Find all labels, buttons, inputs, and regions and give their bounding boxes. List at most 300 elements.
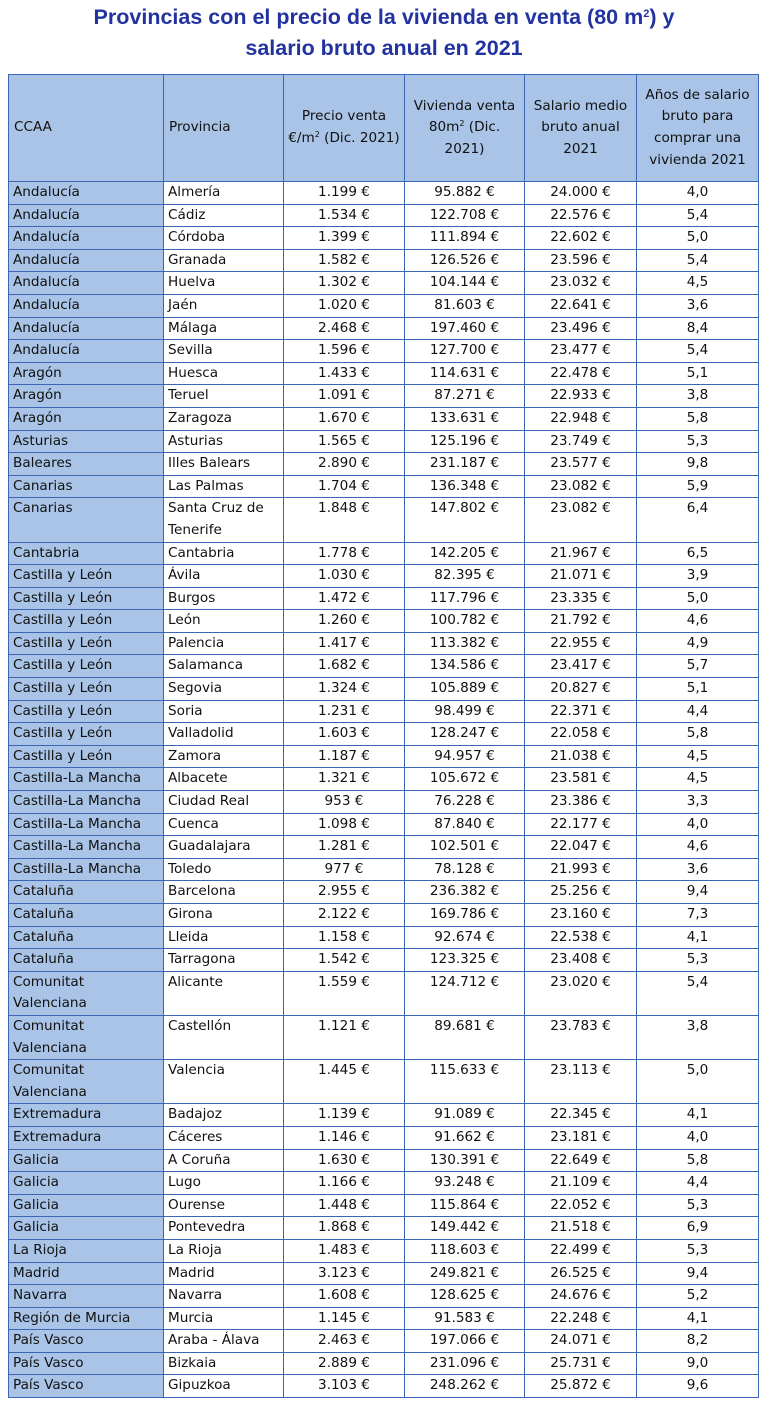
- cell-salario: 25.731 €: [525, 1352, 637, 1375]
- cell-vivienda-80m2: 104.144 €: [405, 272, 525, 295]
- cell-ccaa: País Vasco: [9, 1330, 164, 1353]
- cell-anos-salario: 5,1: [637, 362, 759, 385]
- cell-anos-salario: 5,4: [637, 249, 759, 272]
- cell-ccaa: Extremadura: [9, 1104, 164, 1127]
- cell-precio-m2: 1.417 €: [284, 632, 405, 655]
- cell-salario: 26.525 €: [525, 1262, 637, 1285]
- cell-salario: 21.993 €: [525, 858, 637, 881]
- cell-salario: 21.038 €: [525, 745, 637, 768]
- table-header-row: [9, 75, 759, 182]
- cell-ccaa: Región de Murcia: [9, 1307, 164, 1330]
- cell-provincia: Salamanca: [164, 655, 284, 678]
- table-row: [9, 340, 759, 363]
- cell-provincia: Burgos: [164, 587, 284, 610]
- cell-anos-salario: 5,9: [637, 475, 759, 498]
- cell-vivienda-80m2: 91.662 €: [405, 1126, 525, 1149]
- cell-precio-m2: 3.123 €: [284, 1262, 405, 1285]
- cell-precio-m2: 2.955 €: [284, 881, 405, 904]
- cell-ccaa: Castilla y León: [9, 723, 164, 746]
- cell-provincia: Zamora: [164, 745, 284, 768]
- cell-provincia: Toledo: [164, 858, 284, 881]
- cell-anos-salario: 8,2: [637, 1330, 759, 1353]
- cell-anos-salario: 3,6: [637, 294, 759, 317]
- cell-anos-salario: 3,3: [637, 791, 759, 814]
- cell-salario: 23.577 €: [525, 453, 637, 476]
- cell-salario: 23.496 €: [525, 317, 637, 340]
- cell-ccaa: Asturias: [9, 430, 164, 453]
- cell-ccaa: Galicia: [9, 1217, 164, 1240]
- cell-provincia: Santa Cruz de Tenerife: [164, 498, 284, 542]
- cell-salario: 23.749 €: [525, 430, 637, 453]
- cell-ccaa: Andalucía: [9, 340, 164, 363]
- table-row: [9, 881, 759, 904]
- table-row: [9, 1104, 759, 1127]
- cell-precio-m2: 2.889 €: [284, 1352, 405, 1375]
- cell-ccaa: La Rioja: [9, 1239, 164, 1262]
- table-row: [9, 1375, 759, 1398]
- cell-provincia: León: [164, 610, 284, 633]
- cell-vivienda-80m2: 100.782 €: [405, 610, 525, 633]
- cell-vivienda-80m2: 169.786 €: [405, 904, 525, 927]
- cell-anos-salario: 3,8: [637, 385, 759, 408]
- cell-vivienda-80m2: 76.228 €: [405, 791, 525, 814]
- table-row: [9, 453, 759, 476]
- table-row: [9, 926, 759, 949]
- cell-salario: 21.071 €: [525, 565, 637, 588]
- cell-vivienda-80m2: 114.631 €: [405, 362, 525, 385]
- cell-anos-salario: 9,6: [637, 1375, 759, 1398]
- cell-ccaa: Aragón: [9, 407, 164, 430]
- cell-salario: 23.783 €: [525, 1015, 637, 1059]
- cell-vivienda-80m2: 126.526 €: [405, 249, 525, 272]
- table-row: [9, 904, 759, 927]
- cell-vivienda-80m2: 82.395 €: [405, 565, 525, 588]
- table-row: [9, 632, 759, 655]
- cell-ccaa: Madrid: [9, 1262, 164, 1285]
- table-row: [9, 836, 759, 859]
- cell-anos-salario: 4,0: [637, 182, 759, 205]
- cell-provincia: Araba - Álava: [164, 1330, 284, 1353]
- cell-precio-m2: 1.670 €: [284, 407, 405, 430]
- cell-vivienda-80m2: 147.802 €: [405, 498, 525, 542]
- cell-salario: 22.177 €: [525, 813, 637, 836]
- cell-ccaa: Cataluña: [9, 926, 164, 949]
- cell-salario: 21.109 €: [525, 1172, 637, 1195]
- cell-vivienda-80m2: 231.187 €: [405, 453, 525, 476]
- cell-ccaa: Andalucía: [9, 182, 164, 205]
- cell-anos-salario: 5,3: [637, 949, 759, 972]
- cell-provincia: Tarragona: [164, 949, 284, 972]
- cell-provincia: Gipuzkoa: [164, 1375, 284, 1398]
- cell-salario: 23.408 €: [525, 949, 637, 972]
- table-row: [9, 542, 759, 565]
- title-line-1: Provincias con el precio de la vivienda en venta (80 $m^2$) y: [93, 5, 675, 29]
- cell-vivienda-80m2: 94.957 €: [405, 745, 525, 768]
- cell-precio-m2: 1.145 €: [284, 1307, 405, 1330]
- cell-salario: 21.518 €: [525, 1217, 637, 1240]
- cell-salario: 22.047 €: [525, 836, 637, 859]
- cell-anos-salario: 5,3: [637, 1239, 759, 1262]
- cell-precio-m2: 1.472 €: [284, 587, 405, 610]
- cell-precio-m2: 1.324 €: [284, 678, 405, 701]
- table-row: [9, 317, 759, 340]
- cell-vivienda-80m2: 249.821 €: [405, 1262, 525, 1285]
- cell-vivienda-80m2: 81.603 €: [405, 294, 525, 317]
- cell-vivienda-80m2: 136.348 €: [405, 475, 525, 498]
- cell-precio-m2: 1.565 €: [284, 430, 405, 453]
- title-line-2: salario bruto anual en 2021: [245, 36, 523, 60]
- header-ccaa: CCAA: [9, 75, 164, 182]
- cell-anos-salario: 5,4: [637, 340, 759, 363]
- cell-provincia: Ávila: [164, 565, 284, 588]
- cell-salario: 23.020 €: [525, 971, 637, 1015]
- cell-vivienda-80m2: 125.196 €: [405, 430, 525, 453]
- cell-provincia: Girona: [164, 904, 284, 927]
- cell-salario: 23.581 €: [525, 768, 637, 791]
- cell-precio-m2: 1.582 €: [284, 249, 405, 272]
- cell-vivienda-80m2: 91.583 €: [405, 1307, 525, 1330]
- table-row: [9, 407, 759, 430]
- cell-provincia: Castellón: [164, 1015, 284, 1059]
- cell-precio-m2: 1.778 €: [284, 542, 405, 565]
- housing-salary-table: [8, 74, 759, 1398]
- cell-provincia: Huesca: [164, 362, 284, 385]
- cell-ccaa: Canarias: [9, 475, 164, 498]
- cell-ccaa: Aragón: [9, 362, 164, 385]
- table-row: [9, 791, 759, 814]
- table-row: [9, 1239, 759, 1262]
- table-row: [9, 1015, 759, 1059]
- cell-vivienda-80m2: 78.128 €: [405, 858, 525, 881]
- cell-anos-salario: 9,8: [637, 453, 759, 476]
- cell-vivienda-80m2: 102.501 €: [405, 836, 525, 859]
- cell-ccaa: Castilla y León: [9, 610, 164, 633]
- cell-precio-m2: 1.682 €: [284, 655, 405, 678]
- cell-provincia: Lugo: [164, 1172, 284, 1195]
- cell-salario: 25.872 €: [525, 1375, 637, 1398]
- cell-salario: 23.160 €: [525, 904, 637, 927]
- header-anos-salario: Años de salario bruto para comprar una vivienda 2021: [637, 75, 759, 182]
- cell-salario: 22.955 €: [525, 632, 637, 655]
- cell-salario: 22.499 €: [525, 1239, 637, 1262]
- cell-precio-m2: 1.199 €: [284, 182, 405, 205]
- cell-vivienda-80m2: 128.625 €: [405, 1285, 525, 1308]
- cell-salario: 21.792 €: [525, 610, 637, 633]
- cell-provincia: Pontevedra: [164, 1217, 284, 1240]
- cell-anos-salario: 3,8: [637, 1015, 759, 1059]
- cell-salario: 23.417 €: [525, 655, 637, 678]
- table-row: [9, 1352, 759, 1375]
- cell-precio-m2: 1.321 €: [284, 768, 405, 791]
- cell-precio-m2: 1.399 €: [284, 227, 405, 250]
- cell-vivienda-80m2: 87.840 €: [405, 813, 525, 836]
- table-row: [9, 272, 759, 295]
- cell-provincia: La Rioja: [164, 1239, 284, 1262]
- cell-salario: 22.576 €: [525, 204, 637, 227]
- table-row: [9, 1262, 759, 1285]
- cell-provincia: Barcelona: [164, 881, 284, 904]
- cell-ccaa: Cataluña: [9, 949, 164, 972]
- cell-ccaa: Andalucía: [9, 249, 164, 272]
- cell-anos-salario: 4,6: [637, 836, 759, 859]
- cell-provincia: Murcia: [164, 1307, 284, 1330]
- cell-precio-m2: 1.483 €: [284, 1239, 405, 1262]
- cell-anos-salario: 4,9: [637, 632, 759, 655]
- table-row: [9, 655, 759, 678]
- cell-ccaa: Baleares: [9, 453, 164, 476]
- cell-ccaa: Galicia: [9, 1172, 164, 1195]
- cell-salario: 22.371 €: [525, 700, 637, 723]
- table-row: [9, 1307, 759, 1330]
- cell-ccaa: País Vasco: [9, 1375, 164, 1398]
- header-vivienda-80m2: Vivienda venta $80m^2$ (Dic. 2021): [405, 75, 525, 182]
- cell-ccaa: Comunitat Valenciana: [9, 1060, 164, 1104]
- cell-anos-salario: 5,8: [637, 1149, 759, 1172]
- cell-vivienda-80m2: 89.681 €: [405, 1015, 525, 1059]
- cell-precio-m2: 2.890 €: [284, 453, 405, 476]
- cell-anos-salario: 5,4: [637, 971, 759, 1015]
- table-row: [9, 498, 759, 542]
- cell-provincia: Ciudad Real: [164, 791, 284, 814]
- cell-precio-m2: 1.603 €: [284, 723, 405, 746]
- cell-salario: 22.641 €: [525, 294, 637, 317]
- cell-anos-salario: 5,0: [637, 227, 759, 250]
- cell-anos-salario: 5,4: [637, 204, 759, 227]
- table-row: [9, 430, 759, 453]
- cell-provincia: Jaén: [164, 294, 284, 317]
- cell-ccaa: Castilla-La Mancha: [9, 791, 164, 814]
- cell-anos-salario: 3,6: [637, 858, 759, 881]
- cell-vivienda-80m2: 115.864 €: [405, 1194, 525, 1217]
- table-row: [9, 385, 759, 408]
- cell-ccaa: Castilla y León: [9, 655, 164, 678]
- cell-provincia: Soria: [164, 700, 284, 723]
- table-row: [9, 475, 759, 498]
- cell-provincia: Palencia: [164, 632, 284, 655]
- cell-precio-m2: 953 €: [284, 791, 405, 814]
- cell-anos-salario: 6,5: [637, 542, 759, 565]
- table-row: [9, 587, 759, 610]
- table-row: [9, 1149, 759, 1172]
- cell-anos-salario: 4,5: [637, 745, 759, 768]
- cell-salario: 22.478 €: [525, 362, 637, 385]
- cell-precio-m2: 1.166 €: [284, 1172, 405, 1195]
- cell-precio-m2: 1.187 €: [284, 745, 405, 768]
- cell-anos-salario: 6,4: [637, 498, 759, 542]
- cell-vivienda-80m2: 134.586 €: [405, 655, 525, 678]
- cell-anos-salario: 4,0: [637, 1126, 759, 1149]
- cell-salario: 23.032 €: [525, 272, 637, 295]
- cell-vivienda-80m2: 127.700 €: [405, 340, 525, 363]
- cell-salario: 22.933 €: [525, 385, 637, 408]
- cell-precio-m2: 1.231 €: [284, 700, 405, 723]
- cell-ccaa: Castilla y León: [9, 700, 164, 723]
- cell-provincia: Huelva: [164, 272, 284, 295]
- cell-anos-salario: 4,1: [637, 1307, 759, 1330]
- table-row: [9, 723, 759, 746]
- cell-anos-salario: 5,3: [637, 430, 759, 453]
- cell-ccaa: Castilla-La Mancha: [9, 813, 164, 836]
- cell-precio-m2: 1.139 €: [284, 1104, 405, 1127]
- cell-precio-m2: 977 €: [284, 858, 405, 881]
- cell-anos-salario: 9,4: [637, 1262, 759, 1285]
- cell-provincia: Zaragoza: [164, 407, 284, 430]
- cell-anos-salario: 6,9: [637, 1217, 759, 1240]
- cell-vivienda-80m2: 105.672 €: [405, 768, 525, 791]
- cell-precio-m2: 1.596 €: [284, 340, 405, 363]
- cell-salario: 20.827 €: [525, 678, 637, 701]
- table-row: [9, 1172, 759, 1195]
- header-salario: Salario medio bruto anual 2021: [525, 75, 637, 182]
- cell-precio-m2: 1.020 €: [284, 294, 405, 317]
- cell-ccaa: Navarra: [9, 1285, 164, 1308]
- cell-vivienda-80m2: 93.248 €: [405, 1172, 525, 1195]
- cell-salario: 22.948 €: [525, 407, 637, 430]
- cell-vivienda-80m2: 142.205 €: [405, 542, 525, 565]
- cell-precio-m2: 1.158 €: [284, 926, 405, 949]
- table-row: [9, 1217, 759, 1240]
- cell-anos-salario: 4,5: [637, 272, 759, 295]
- table-row: [9, 294, 759, 317]
- cell-precio-m2: 3.103 €: [284, 1375, 405, 1398]
- table-row: [9, 565, 759, 588]
- cell-ccaa: Castilla-La Mancha: [9, 768, 164, 791]
- cell-ccaa: Castilla y León: [9, 565, 164, 588]
- cell-precio-m2: 1.281 €: [284, 836, 405, 859]
- cell-provincia: Las Palmas: [164, 475, 284, 498]
- cell-anos-salario: 5,7: [637, 655, 759, 678]
- cell-precio-m2: 1.260 €: [284, 610, 405, 633]
- table-row: [9, 745, 759, 768]
- cell-ccaa: Cataluña: [9, 881, 164, 904]
- cell-anos-salario: 5,8: [637, 407, 759, 430]
- cell-precio-m2: 1.302 €: [284, 272, 405, 295]
- cell-ccaa: Castilla y León: [9, 632, 164, 655]
- cell-vivienda-80m2: 105.889 €: [405, 678, 525, 701]
- cell-ccaa: Andalucía: [9, 204, 164, 227]
- table-row: [9, 971, 759, 1015]
- cell-ccaa: Galicia: [9, 1194, 164, 1217]
- cell-vivienda-80m2: 124.712 €: [405, 971, 525, 1015]
- cell-vivienda-80m2: 111.894 €: [405, 227, 525, 250]
- cell-precio-m2: 1.121 €: [284, 1015, 405, 1059]
- cell-salario: 23.386 €: [525, 791, 637, 814]
- cell-provincia: Madrid: [164, 1262, 284, 1285]
- cell-salario: 22.602 €: [525, 227, 637, 250]
- cell-vivienda-80m2: 117.796 €: [405, 587, 525, 610]
- cell-provincia: Segovia: [164, 678, 284, 701]
- table-row: [9, 1285, 759, 1308]
- cell-precio-m2: 1.868 €: [284, 1217, 405, 1240]
- cell-ccaa: Andalucía: [9, 272, 164, 295]
- cell-ccaa: Canarias: [9, 498, 164, 542]
- cell-salario: 25.256 €: [525, 881, 637, 904]
- cell-provincia: Córdoba: [164, 227, 284, 250]
- cell-provincia: Sevilla: [164, 340, 284, 363]
- cell-salario: 23.596 €: [525, 249, 637, 272]
- table-row: [9, 1194, 759, 1217]
- header-precio-m2: Precio venta $€/m^2$ (Dic. 2021): [284, 75, 405, 182]
- cell-salario: 23.082 €: [525, 498, 637, 542]
- cell-provincia: Almería: [164, 182, 284, 205]
- cell-precio-m2: 1.704 €: [284, 475, 405, 498]
- cell-vivienda-80m2: 113.382 €: [405, 632, 525, 655]
- table-row: [9, 768, 759, 791]
- cell-vivienda-80m2: 122.708 €: [405, 204, 525, 227]
- cell-ccaa: Castilla-La Mancha: [9, 836, 164, 859]
- cell-vivienda-80m2: 123.325 €: [405, 949, 525, 972]
- cell-provincia: Ourense: [164, 1194, 284, 1217]
- cell-ccaa: Galicia: [9, 1149, 164, 1172]
- cell-ccaa: Andalucía: [9, 227, 164, 250]
- cell-anos-salario: 8,4: [637, 317, 759, 340]
- cell-provincia: Cuenca: [164, 813, 284, 836]
- cell-vivienda-80m2: 98.499 €: [405, 700, 525, 723]
- cell-salario: 22.649 €: [525, 1149, 637, 1172]
- cell-ccaa: País Vasco: [9, 1352, 164, 1375]
- table-row: [9, 678, 759, 701]
- cell-precio-m2: 1.608 €: [284, 1285, 405, 1308]
- table-row: [9, 362, 759, 385]
- cell-vivienda-80m2: 130.391 €: [405, 1149, 525, 1172]
- cell-provincia: Asturias: [164, 430, 284, 453]
- cell-anos-salario: 9,0: [637, 1352, 759, 1375]
- cell-salario: 23.082 €: [525, 475, 637, 498]
- cell-vivienda-80m2: 133.631 €: [405, 407, 525, 430]
- cell-provincia: A Coruña: [164, 1149, 284, 1172]
- cell-anos-salario: 4,1: [637, 926, 759, 949]
- cell-salario: 24.071 €: [525, 1330, 637, 1353]
- cell-anos-salario: 5,1: [637, 678, 759, 701]
- cell-provincia: Granada: [164, 249, 284, 272]
- cell-salario: 22.052 €: [525, 1194, 637, 1217]
- cell-vivienda-80m2: 197.460 €: [405, 317, 525, 340]
- cell-vivienda-80m2: 115.633 €: [405, 1060, 525, 1104]
- cell-vivienda-80m2: 248.262 €: [405, 1375, 525, 1398]
- cell-anos-salario: 4,6: [637, 610, 759, 633]
- cell-ccaa: Andalucía: [9, 317, 164, 340]
- cell-provincia: Badajoz: [164, 1104, 284, 1127]
- cell-ccaa: Castilla-La Mancha: [9, 858, 164, 881]
- cell-ccaa: Comunitat Valenciana: [9, 1015, 164, 1059]
- cell-vivienda-80m2: 95.882 €: [405, 182, 525, 205]
- cell-provincia: Navarra: [164, 1285, 284, 1308]
- cell-anos-salario: 4,4: [637, 700, 759, 723]
- cell-provincia: Alicante: [164, 971, 284, 1015]
- cell-precio-m2: 1.445 €: [284, 1060, 405, 1104]
- table-row: [9, 700, 759, 723]
- cell-precio-m2: 1.433 €: [284, 362, 405, 385]
- cell-salario: 23.335 €: [525, 587, 637, 610]
- cell-anos-salario: 4,5: [637, 768, 759, 791]
- cell-vivienda-80m2: 92.674 €: [405, 926, 525, 949]
- cell-ccaa: Andalucía: [9, 294, 164, 317]
- table-row: [9, 204, 759, 227]
- cell-anos-salario: 5,2: [637, 1285, 759, 1308]
- cell-provincia: Valladolid: [164, 723, 284, 746]
- cell-precio-m2: 1.030 €: [284, 565, 405, 588]
- header-provincia: Provincia: [164, 75, 284, 182]
- cell-anos-salario: 5,3: [637, 1194, 759, 1217]
- cell-provincia: Guadalajara: [164, 836, 284, 859]
- cell-vivienda-80m2: 87.271 €: [405, 385, 525, 408]
- cell-precio-m2: 2.463 €: [284, 1330, 405, 1353]
- cell-ccaa: Castilla y León: [9, 745, 164, 768]
- cell-ccaa: Aragón: [9, 385, 164, 408]
- cell-provincia: Lleida: [164, 926, 284, 949]
- cell-vivienda-80m2: 236.382 €: [405, 881, 525, 904]
- table-row: [9, 610, 759, 633]
